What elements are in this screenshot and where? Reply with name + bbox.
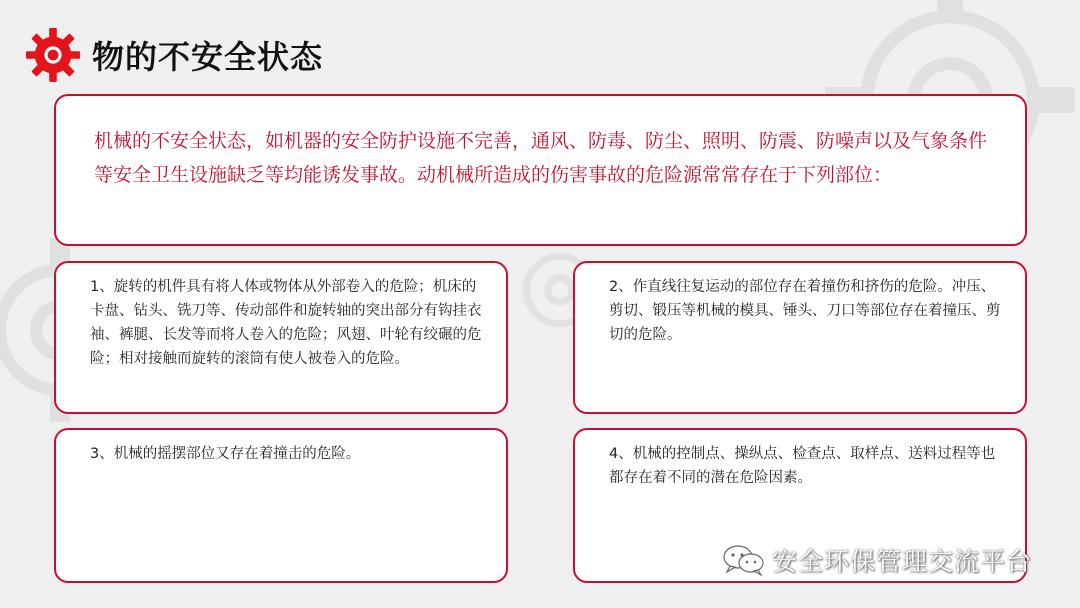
intro-text: 机械的不安全状态，如机器的安全防护设施不完善，通风、防毒、防尘、照明、防震、防噪声以及气象条件等安全卫生设施缺乏等均能诱发事故。动机械所造成的伤害事故的危险源常常存在于下列部位：	[94, 130, 988, 186]
intro-box	[54, 94, 1027, 246]
wechat-icon	[722, 543, 766, 577]
hazard-text: 2、作直线往复运动的部位存在着撞伤和挤伤的危险。冲压、剪切、锻压等机械的模具、锤头、刀口等部位存在着撞压、剪切的危险。	[609, 279, 1001, 343]
watermark-text: 安全环保管理交流平台	[772, 547, 1033, 576]
watermark	[722, 540, 1032, 580]
red-gear-icon	[26, 28, 80, 82]
hazard-text: 3、机械的摇摆部位又存在着撞击的危险。	[90, 446, 361, 462]
hazard-text: 4、机械的控制点、操纵点、检查点、取样点、送料过程等也都存在着不同的潜在危险因素。	[609, 446, 996, 486]
page-title: 物的不安全状态	[92, 38, 324, 76]
hazard-card-1	[54, 261, 508, 414]
hazard-text: 1、旋转的机件具有将人体或物体从外部卷入的危险；机床的卡盘、钻头、铣刀等、传动部件和旋转轴的突出部分有钩挂衣袖、裤腿、长发等而将人卷入的危险；风翅、叶轮有绞碾的危险；相对接触而旋转的滚筒有使人被卷入的危险。	[90, 279, 482, 367]
hazard-card-2	[573, 261, 1027, 414]
hazard-card-3	[54, 428, 508, 583]
